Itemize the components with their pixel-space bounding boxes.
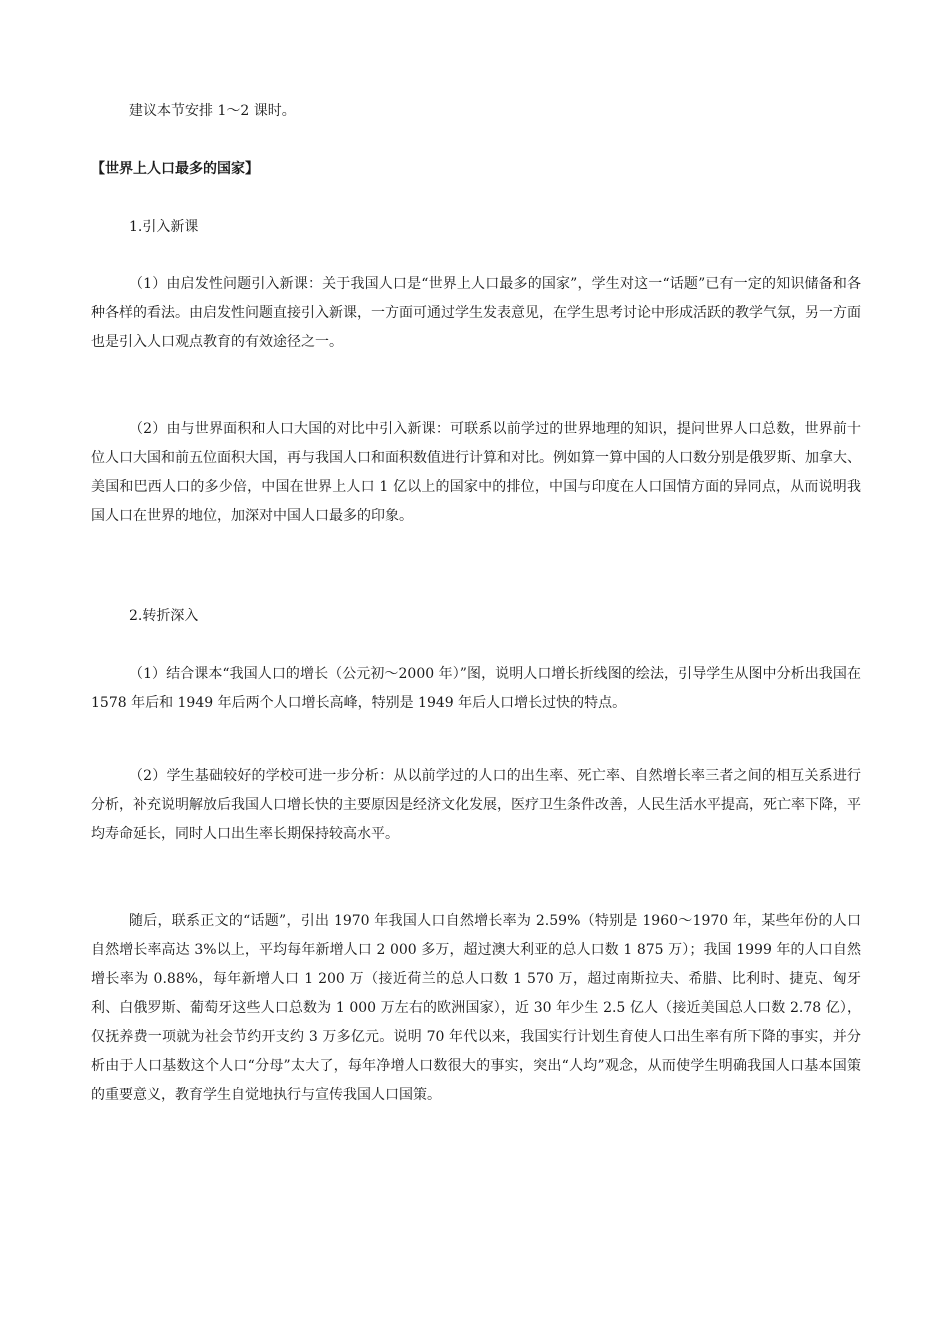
paragraph-followup: 随后，联系正文的“话题”，引出 1970 年我国人口自然增长率为 2.59%（特别是 1960～1970 年，某些年份的人口自然增长率高达 3%以上，平均每年新增人口 2 000 多万，超过澳大利亚的总人口数 1 875 万）；我国 1999 年的人口自然增长率为 0.88%，每年新增人口 1 200 万（接近荷兰的总人口数 1 570 万，超过南斯拉夫、希腊、比利时、捷克、匈牙利、白俄罗斯、葡萄牙这些人口总数为 1 000 万左右的欧洲国家），近 30 年少生 2.5 亿人（接近美国总人口数 2.78 亿），仅抚养费一项就为社会节约开支约 3 万多亿元。说明 70 年代以来，我国实行计划生育使人口出生率有所下降的事实，并分析由于人口基数这个人口“分母”太大了，每年净增人口数很大的事实，突出“人均”观念，从而使学生明确我国人口基本国策的重要意义，教育学生自觉地执行与宣传我国人口国策。 xyxy=(91,913,861,1103)
lesson-duration-note: 建议本节安排 1～2 课时。 xyxy=(129,103,296,119)
step1-title: 1.引入新课 xyxy=(129,219,199,235)
paragraph-step1-part1: （1）由启发性问题引入新课：关于我国人口是“世界上人口最多的国家”，学生对这一“话题”已有一定的知识储备和各种各样的看法。由启发性问题直接引入新课，一方面可通过学生发表意见，在学生思考讨论中形成活跃的教学气氛，另一方面也是引入人口观点教育的有效途径之一。 xyxy=(91,276,861,350)
section-title: 【世界上人口最多的国家】 xyxy=(91,161,259,177)
paragraph-step1-part2: （2）由与世界面积和人口大国的对比中引入新课：可联系以前学过的世界地理的知识，提问世界人口总数，世界前十位人口大国和前五位面积大国，再与我国人口和面积数值进行计算和对比。例如算一算中国的人口数分别是俄罗斯、加拿大、美国和巴西人口的多少倍，中国在世界上人口 1 亿以上的国家中的排位，中国与印度在人口国情方面的异同点，从而说明我国人口在世界的地位，加深对中国人口最多的印象。 xyxy=(91,421,861,524)
paragraph-step2-part1: （1）结合课本“我国人口的增长（公元初～2000 年）”图，说明人口增长折线图的绘法，引导学生从图中分析出我国在 1578 年后和 1949 年后两个人口增长高峰，特别是 1949 年后人口增长过快的特点。 xyxy=(91,666,861,711)
step2-title: 2.转折深入 xyxy=(129,608,199,624)
paragraph-step2-part2: （2）学生基础较好的学校可进一步分析：从以前学过的人口的出生率、死亡率、自然增长率三者之间的相互关系进行分析，补充说明解放后我国人口增长快的主要原因是经济文化发展，医疗卫生条件改善，人民生活水平提高，死亡率下降，平均寿命延长，同时人口出生率长期保持较高水平。 xyxy=(91,768,861,842)
